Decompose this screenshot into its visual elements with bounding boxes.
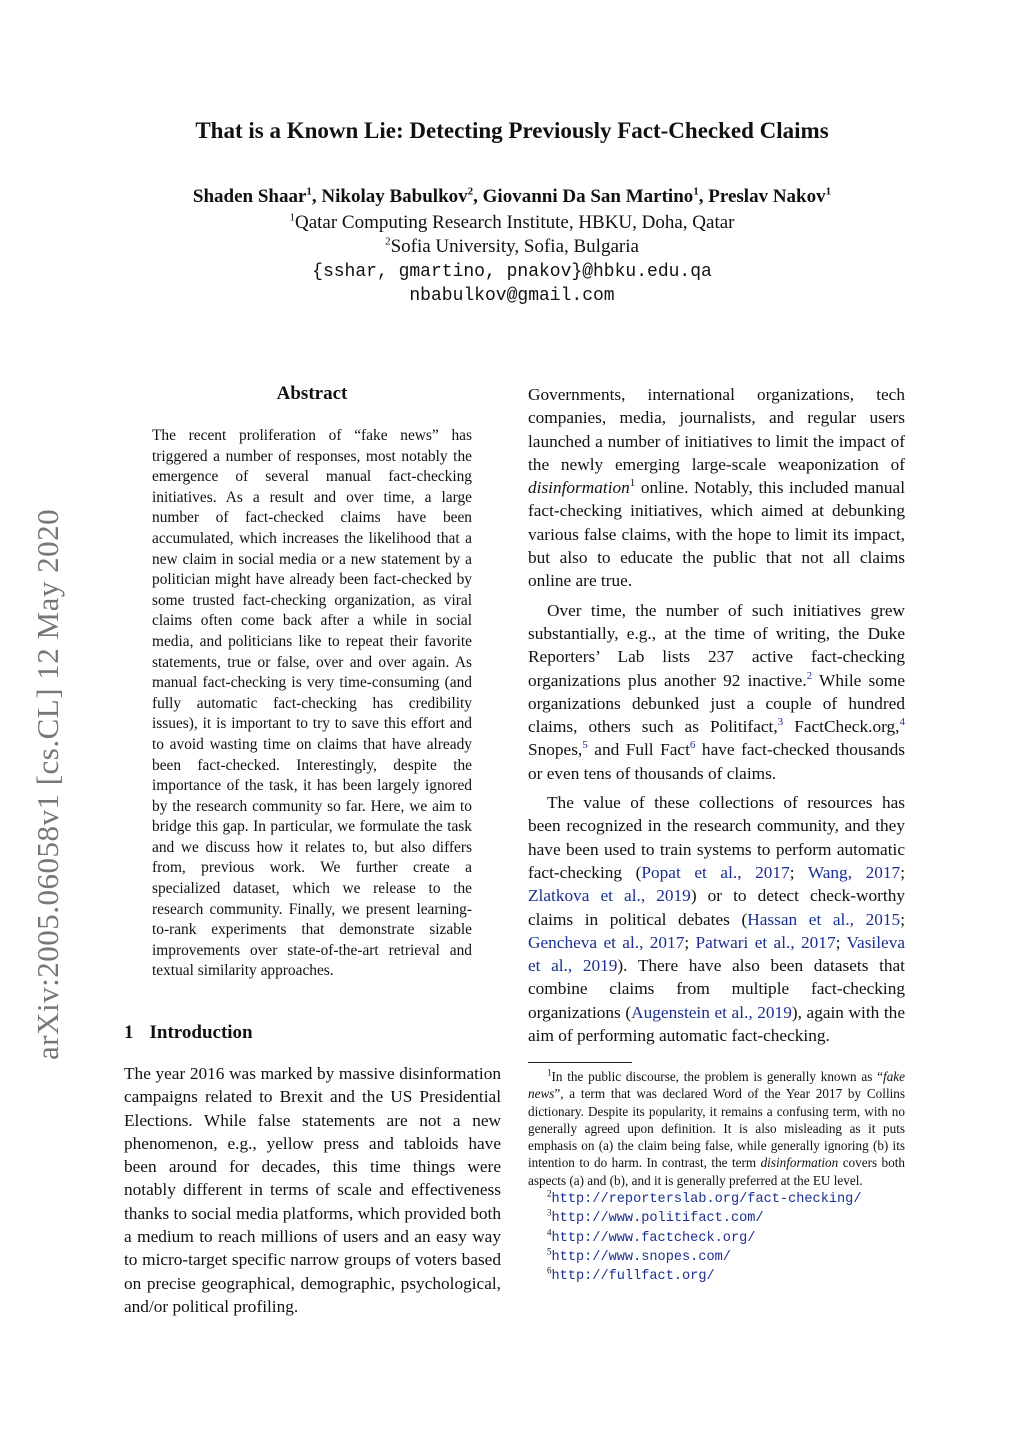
affiliation-mark: 1 [289,211,295,224]
footnote-mark[interactable]: 6 [689,739,696,752]
footnote-number: 5 [547,1246,552,1257]
body-paragraph [528,599,905,785]
author-affiliation-mark: 1 [825,185,832,198]
arxiv-identifier: arXiv:2005.06058v1 [cs.CL] 12 May 2020 [30,508,65,1060]
body-paragraph [528,383,905,593]
email-line[interactable]: {sshar, gmartino, pnakov}@hbku.edu.qa [312,262,712,282]
footnote-number: 6 [547,1265,552,1276]
text-run: and Full Fact [587,740,690,760]
text-run: ”, a term that was declared Word of the Year 2017 by Collins dictionary. Despite its popularity, it remains a confusing term, with no generally agreed upon definition. It is also misleading as it puts emphasis on (a) the claim being false, while generally ignoring (b) its intention to do harm. In contrast, the term [528,1086,905,1171]
citation-link[interactable]: Augenstein et al., 2019 [631,1002,792,1022]
text-run: have fact-checked thousands or even tens of thousands of claims. [528,740,905,783]
emphasis-text: disinformation [760,1155,839,1171]
separator: ; [684,932,696,952]
footnote-link [528,1208,905,1227]
footnote-link [528,1189,905,1208]
footnote-mark[interactable]: 4 [899,716,905,729]
text-run: ). There have also been datasets that combine claims from multiple fact-checking organizations ( [528,956,905,1022]
affiliation-line [0,212,1024,234]
affiliation-text: Sofia University, Sofia, Bulgaria [390,236,639,257]
text-run: ), again with the aim of performing automatic fact-checking. [528,1002,905,1046]
footnote-url[interactable]: http://reporterslab.org/fact-checking/ [551,1192,862,1208]
footnote-number: 2 [547,1188,552,1199]
footnote-number: 1 [547,1067,552,1078]
introduction-paragraph: The year 2016 was marked by massive disinformation campaigns related to Brexit and the US Presidential Elections. While false statements are not a new phenomenon, e.g., yellow press and tabloids have been around for decades, this time things were notably different in terms of scale and effectiveness thanks to social media platforms, which provided both a medium to reach millions of users and an easy way to micro-target specific narrow groups of voters based on precise geographical, demographic, psychological, and/or political profiling. [124,1064,501,1316]
text-run: FactCheck.org, [783,717,900,737]
footnote-number: 3 [547,1207,552,1218]
section-title: Introduction [149,1022,253,1043]
section-heading [124,1022,253,1044]
paper-title: That is a Known Lie: Detecting Previously Fact-Checked Claims [195,118,829,143]
separator: ; [900,909,905,929]
footnote-link [528,1266,905,1285]
abstract-heading: Abstract [276,383,348,404]
author-name: Nikolay Babulkov [321,186,468,207]
emphasis-text: fake news [528,1069,905,1102]
text-run: The value of these collections of resources has been recognized in the research community, and they have been used to train systems to perform automatic fact-checking ( [528,793,905,882]
citation-link[interactable]: Gencheva et al., 2017 [528,932,685,952]
text-run: online. Notably, this included manual fact-checking initiatives, which aimed at debunking various false claims, with the hope to limit its impact, but also to educate the public that not all claims online are true. [528,478,905,591]
citation-link[interactable]: Vasileva et al., 2019 [528,932,906,976]
footnote-mark[interactable]: 1 [629,477,636,490]
author-affiliation-mark: 1 [306,185,312,198]
footnote-url[interactable]: http://www.politifact.com/ [551,1211,764,1227]
citation-link[interactable]: Patwari et al., 2017 [695,932,836,952]
abstract-body: The recent proliferation of “fake news” has triggered a number of responses, most notably the emergence of several manual fact-checking initiatives. As a result and over time, a large number of fact-checked claims have been accumulated, which increases the likelihood that a new claim in social media or a new statement by a politician might have already been fact-checked by some trusted fact-checking organization, as viral claims often come back after a while in social media, and politicians like to repeat their favorite statements, true or false, over and over again. As manual fact-checking is very time-consuming (and fully automatic fact-checking has credibility issues), it is important to try to save this effort and to avoid wasting time on claims that have already been fact-checked. Interestingly, despite the importance of the task, it has been largely ignored by the research community so far. Here, we aim to bridge this gap. In particular, we formulate the task and we discuss how it relates to, but also differs from, previous work. We further create a specialized dataset, which we release to the research community. Finally, we present learning-to-rank experiments that demonstrate sizable improvements over state-of-the-art retrieval and textual similarity approaches. [152,427,472,980]
text-run: Governments, international organizations, tech companies, media, journalists, and regular users launched a number of initiatives to limit the impact of the newly emerging large-scale weaponization of [528,385,905,474]
email-line[interactable]: nbabulkov@gmail.com [409,286,615,306]
author-affiliation-mark: 1 [693,185,699,198]
right-column [528,383,905,1053]
footnote-mark[interactable]: 3 [777,716,784,729]
footnote-url[interactable]: http://fullfact.org/ [551,1269,715,1285]
text-run: Snopes, [528,740,583,760]
author-name: Shaden Shaar [192,186,307,207]
footnote-link [528,1228,905,1247]
section-number: 1 [124,1022,134,1043]
author-name: Preslav Nakov [708,186,826,207]
separator: ; [900,862,905,882]
text-run: In the public discourse, the problem is generally known as “ [551,1069,884,1084]
text-run: While some organizations debunked just a couple of hundred claims, others such as Politifact, [528,670,905,737]
author-affiliation-mark: 2 [467,185,474,198]
body-paragraph [528,791,905,1047]
footnote-divider [528,1062,632,1063]
footnotes [528,1068,905,1286]
affiliation-line [0,236,1024,258]
citation-link[interactable]: Popat et al., 2017 [641,862,790,882]
author-list: Shaden Shaar$^1$, Nikolay Babulkov$^2$, Giovanni Da San Martino$^1$, Preslav Nakov$^1$ [192,185,832,207]
footnote-url[interactable]: http://www.factcheck.org/ [551,1230,756,1246]
footnote-mark[interactable]: 5 [582,739,588,752]
affiliation-mark: 2 [385,235,391,248]
affiliation-text: Qatar Computing Research Institute, HBKU, Doha, Qatar [294,212,735,233]
footnote-url[interactable]: http://www.snopes.com/ [551,1249,731,1265]
text-run: ) or to detect check-worthy claims in political debates ( [528,886,905,929]
footnote-number: 4 [547,1227,552,1238]
footnote-mark[interactable]: 2 [806,669,813,682]
text-run: covers both aspects (a) and (b), and it is generally preferred at the EU level. [528,1155,905,1188]
emphasis-text: disinformation [528,478,630,498]
footnote-1 [528,1068,905,1189]
footnote-link [528,1247,905,1266]
author-name: Giovanni Da San Martino [482,186,694,207]
separator: ; [835,932,847,952]
separator: ; [789,862,808,882]
citation-link[interactable]: Hassan et al., 2015 [747,909,901,929]
citation-link[interactable]: Zlatkova et al., 2019 [528,886,691,906]
citation-link[interactable]: Wang, 2017 [807,862,901,882]
text-run: Over time, the number of such initiatives grew substantially, e.g., at the time of writing, the Duke Reporters’ Lab lists 237 active fact-checking organizations plus another 92 inactive. [528,600,905,690]
